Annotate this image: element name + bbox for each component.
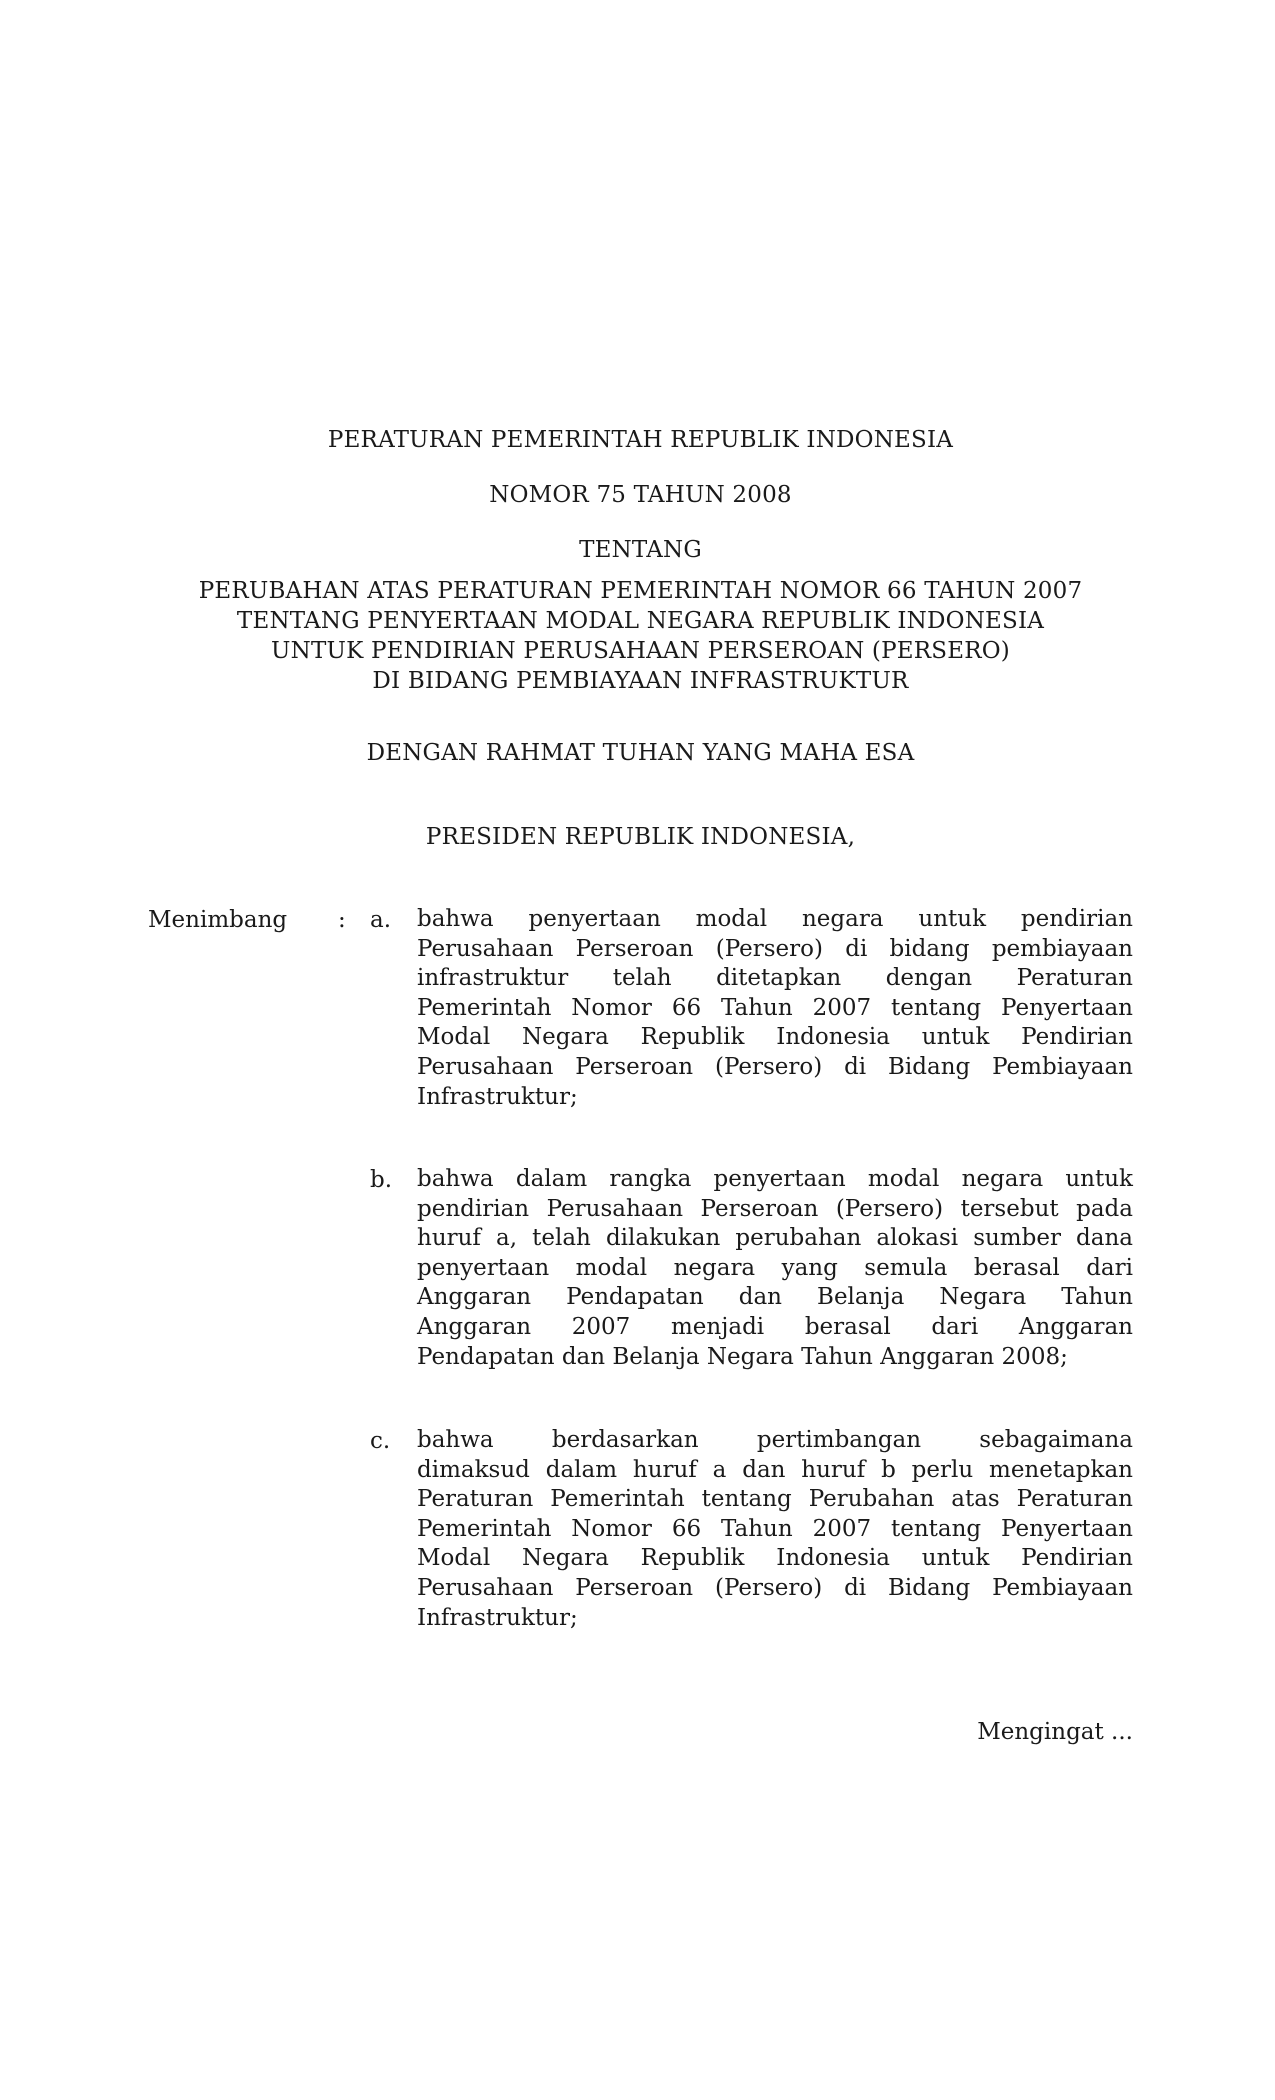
subject-line: TENTANG PENYERTAAN MODAL NEGARA REPUBLIK INDONESIA: [236, 608, 1045, 634]
item-line: Peraturan Pemerintah tentang Perubahan atas Peraturan: [417, 1486, 1133, 1513]
item-line: huruf a, telah dilakukan perubahan alokasi sumber dana: [417, 1225, 1133, 1252]
considering-colon: :: [338, 907, 346, 933]
item-line: dimaksud dalam huruf a dan huruf b perlu menetapkan: [417, 1456, 1133, 1483]
considering-item-a: [417, 905, 1133, 1112]
considering-item-b: [417, 1165, 1133, 1372]
subject-line: UNTUK PENDIRIAN PERUSAHAAN PERSEROAN (PERSERO): [271, 638, 1010, 664]
item-letter-a: a.: [370, 907, 392, 933]
item-line: Anggaran Pendapatan dan Belanja Negara Tahun: [417, 1284, 1133, 1311]
item-line: Perusahaan Perseroan (Persero) di Bidang Pembiayaan: [417, 1574, 1133, 1601]
subject-line: DI BIDANG PEMBIAYAAN INFRASTRUKTUR: [372, 668, 909, 694]
item-line: Infrastruktur;: [417, 1604, 578, 1631]
subject-line: PERUBAHAN ATAS PERATURAN PEMERINTAH NOMOR 66 TAHUN 2007: [198, 578, 1083, 604]
issuer-line: PRESIDEN REPUBLIK INDONESIA,: [425, 824, 856, 850]
item-line: penyertaan modal negara yang semula berasal dari: [417, 1254, 1133, 1281]
considering-item-c: [417, 1426, 1133, 1633]
item-line: bahwa berdasarkan pertimbangan sebagaimana: [417, 1427, 1133, 1453]
item-line: Modal Negara Republik Indonesia untuk Pendirian: [417, 1545, 1133, 1572]
item-line: Pendapatan dan Belanja Negara Tahun Anggaran 2008;: [417, 1343, 1068, 1370]
item-letter-b: b.: [370, 1167, 393, 1193]
regulation-title: PERATURAN PEMERINTAH REPUBLIK INDONESIA: [327, 427, 954, 453]
item-line: Infrastruktur;: [417, 1083, 578, 1110]
item-line: infrastruktur telah ditetapkan dengan Peraturan: [417, 965, 1133, 992]
item-line: bahwa penyertaan modal negara untuk pendirian: [417, 906, 1133, 932]
considering-label: Menimbang: [148, 907, 288, 933]
item-line: Pemerintah Nomor 66 Tahun 2007 tentang Penyertaan: [417, 1515, 1133, 1542]
regulation-number: NOMOR 75 TAHUN 2008: [489, 482, 792, 508]
item-line: Perusahaan Perseroan (Persero) di Bidang Pembiayaan: [417, 1053, 1133, 1080]
item-line: Perusahaan Perseroan (Persero) di bidang pembiayaan: [417, 935, 1133, 962]
continuation-note: Mengingat ...: [977, 1719, 1133, 1745]
blessing-line: DENGAN RAHMAT TUHAN YANG MAHA ESA: [366, 740, 915, 766]
item-letter-c: c.: [370, 1428, 391, 1454]
item-line: pendirian Perusahaan Perseroan (Persero) tersebut pada: [417, 1195, 1133, 1222]
item-line: Pemerintah Nomor 66 Tahun 2007 tentang Penyertaan: [417, 994, 1133, 1021]
item-line: Modal Negara Republik Indonesia untuk Pendirian: [417, 1024, 1133, 1051]
about-heading: TENTANG: [579, 537, 702, 563]
item-line: Anggaran 2007 menjadi berasal dari Anggaran: [417, 1313, 1133, 1340]
item-line: bahwa dalam rangka penyertaan modal negara untuk: [417, 1166, 1133, 1192]
